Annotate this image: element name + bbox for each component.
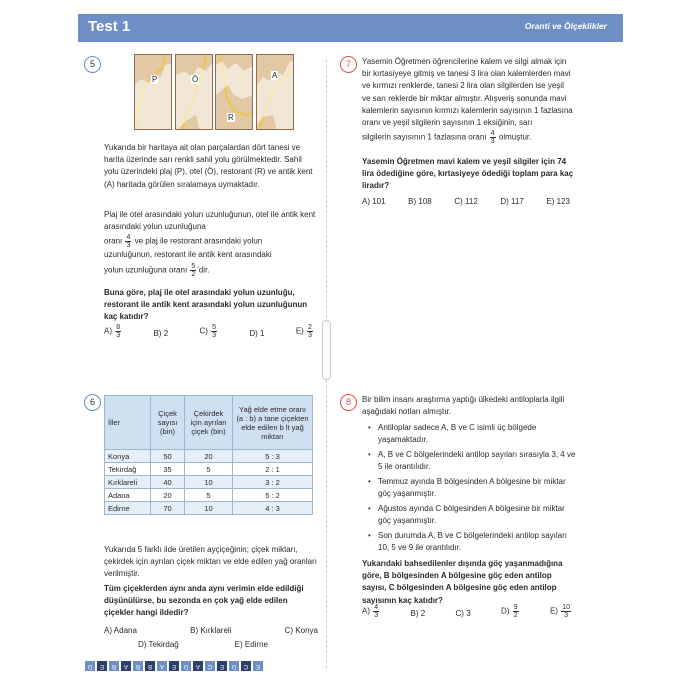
q8-options <box>362 604 572 624</box>
q8-bullet: • Ağustos ayında C bölgesinden A bölgesine bir miktar göç yaşanmıştır. <box>378 503 578 527</box>
q8-option-c[interactable]: C) 3 <box>455 609 471 618</box>
table-header: Çiçek sayısı (bin) <box>151 396 185 450</box>
q6-table <box>104 395 313 515</box>
map-label-p: P <box>152 75 158 84</box>
q5-options <box>104 324 314 344</box>
q8-paragraph: Bir bilim insanı araştırma yaptığı ülkedeki antiloplarla ilgili aşağıdaki notları almıştır. <box>362 395 565 417</box>
q6-option-e[interactable]: E) Edirne <box>234 640 268 649</box>
q5-option-c[interactable]: C) $\frac{5}{3}$ <box>199 324 217 339</box>
map-label-o: Ö <box>192 75 199 84</box>
q5-question: Buna göre, plaj ile otel arasındaki yolun uzunluğu, restorant ile antik kent arasındaki yolun uzunluğunun kaç katıdır? <box>104 288 308 322</box>
q5-paragraph-2 <box>104 209 318 278</box>
answer-key-cell: D <box>181 661 191 671</box>
map-piece-3 <box>215 54 253 130</box>
section-title: Oranti ve Ölçeklikler <box>524 21 607 31</box>
answer-key-cell: C <box>205 661 215 671</box>
q7-option-a[interactable]: A) 101 <box>362 197 386 206</box>
q5-p2-pre: oranı <box>104 237 123 247</box>
fraction-4-3: $\frac{4}{3}$ <box>126 234 131 250</box>
q7-paragraph-body: Yasemin Öğretmen öğrencilerine kalem ve silgi almak için bir kırtasiyeye gitmiş ve tanesi 3 lira olan kalemlerden mavi ve kırmızı renklerde, tanesi 2 lira olan silgilerden ise yeşil ve sarı reklerde bir miktar almıştır. Alışveriş sonunda mavi kalemlerin sayısının kırmızı kalemlerin sayısının 1 fazlasına oranı ve yeşil silgilerin sayısının 1 eksiğinin, sarı <box>362 57 573 128</box>
q5-p2d-pre: yolun uzunluğuna oranı <box>104 265 188 275</box>
q5-p2-post: ve plaj ile restorant arasındaki yolun <box>134 237 263 247</box>
map-piece-1 <box>134 54 172 130</box>
q7-paragraph <box>362 56 574 145</box>
map-piece-4 <box>256 54 294 130</box>
table-header: Çekirdek için ayrılan çiçek (bin) <box>185 396 233 450</box>
q5-paragraph-1: Yukarıda bir haritaya ait olan parçalardan dört tanesi ve harita üzerinde sarı renkli sahil yolu görülmektedir. Sahil yolu üzerindeki plaj (P), otel (Ö), restorant (R) ve antik kent (A) haritada görülen sıralamaya uymaktadır. <box>104 143 313 189</box>
q5-p2-line-a: Plaj ile otel arasındaki yolun uzunluğunun, otel ile antik kent arasındaki yolun uzunluğuna <box>104 210 316 232</box>
q8-bullet: • Son durumda A, B ve C bölgelerindeki antilop sayıları 10, 5 ve 9 ile orantılıdır. <box>378 530 578 554</box>
q7-option-e[interactable]: E) 123 <box>546 197 570 206</box>
q6-options-row-2 <box>138 640 268 649</box>
table-header-row <box>105 396 313 450</box>
q6-option-a[interactable]: A) Adana <box>104 626 137 635</box>
q5-p2-line-b <box>104 234 318 249</box>
page-tab <box>322 320 331 380</box>
q7-option-b[interactable]: B) 108 <box>408 197 432 206</box>
answer-key-cell: B <box>109 661 119 671</box>
q6-question: Tüm çiçeklerden aynı anda aynı verimin elde edildiği düşünülürse, bu sezonda en çok yağ elde edilen çiçekler hangi ildedir? <box>104 584 304 618</box>
q5-option-b[interactable]: B) 2 <box>153 329 169 338</box>
table-row: Kırklareli 40 10 3 : 2 <box>105 476 313 489</box>
map-piece-2 <box>175 54 213 130</box>
answer-key-cell: A <box>121 661 131 671</box>
q8-option-a[interactable]: A) $\frac{4}{3}$ <box>362 604 379 619</box>
q5-option-a[interactable]: A) $\frac{8}{3}$ <box>104 324 121 339</box>
q8-option-e[interactable]: E) $\frac{10}{3}$ <box>549 604 570 619</box>
q5-p2d-post: 'dir. <box>197 265 210 275</box>
q7-paragraph-end: silgilerin sayısının 1 fazlasına oranı $\frac{4}{3}$ olmuştur. <box>362 130 532 146</box>
map-label-r: R <box>228 113 234 122</box>
q8-option-b[interactable]: B) 2 <box>410 609 426 618</box>
answer-key-cell: B <box>145 661 155 671</box>
answer-key-cell: B <box>133 661 143 671</box>
answer-key-cell: C <box>241 661 251 671</box>
q6-option-c[interactable]: C) Konya <box>284 626 318 635</box>
table-row: Tekirdağ 35 5 2 : 1 <box>105 463 313 476</box>
answer-key-cell: E <box>217 661 227 671</box>
q8-option-d[interactable]: D) $\frac{9}{2}$ <box>501 604 518 619</box>
table-header: İller <box>105 396 151 450</box>
answer-key-cell: E <box>169 661 179 671</box>
q7-option-d[interactable]: D) 117 <box>500 197 524 206</box>
answer-key-cell: A <box>193 661 203 671</box>
q6-options-row-1 <box>104 626 318 635</box>
q6-paragraph: Yukarıda 5 farklı ilde üretilen ayçiçeğinin; çiçek miktarı, çekirdek için ayrılan çiçek miktarı ve elde edilen yağ oranları verilmiştir. <box>104 545 317 579</box>
answer-key-cell: D <box>229 661 239 671</box>
table-row: Konya 50 20 5 : 3 <box>105 450 313 463</box>
answer-key-strip <box>85 661 263 671</box>
question-6-number: 6 <box>84 394 101 411</box>
q8-bullet: • Antiloplar sadece A, B ve C isimli üç bölgede yaşamaktadır. <box>378 422 578 446</box>
fraction-4-3: $\frac{4}{3}$ <box>490 130 495 146</box>
test-title: Test 1 <box>88 18 131 35</box>
q7-options <box>362 197 570 206</box>
q8-question: Yukarıdaki bahsedilenler dışında göç yaşanmadığına göre, B bölgesinden A bölgesine göç eden antilop sayısı, C bölgesinden A bölgesine göç eden antilop sayısının kaç katıdır? <box>362 559 563 605</box>
q7-question: Yasemin Öğretmen mavi kalem ve yeşil silgiler için 74 lira ödediğine göre, kırtasiyeye ödediği toplam para kaç liradır? <box>362 157 574 191</box>
question-5-number: 5 <box>84 56 101 73</box>
q5-p2-line-d <box>104 263 318 278</box>
q8-bullet: • A, B ve C bölgelerindeki antilop sayıları sırasıyla 3, 4 ve 5 ile orantılıdır. <box>378 449 578 473</box>
table-row: Adana 20 5 5 : 2 <box>105 489 313 502</box>
answer-key-cell: E <box>97 661 107 671</box>
q6-option-b[interactable]: B) Kırklareli <box>190 626 232 635</box>
map-label-a: A <box>272 71 278 80</box>
answer-key-cell: E <box>253 661 263 671</box>
q5-option-e[interactable]: E) $\frac{2}{3}$ <box>295 324 312 339</box>
question-8-number: 8 <box>340 394 357 411</box>
table-header: Yağ elde etme oranı (a : b) a tane çiçekten elde edilen b lt yağ miktarı <box>233 396 313 450</box>
q6-option-d[interactable]: D) Tekirdağ <box>138 640 179 649</box>
question-7-number: 7 <box>340 56 357 73</box>
table-row: Edirne 70 10 4 : 3 <box>105 502 313 515</box>
answer-key-cell: A <box>157 661 167 671</box>
answer-key-cell: D <box>85 661 95 671</box>
q8-bullet: • Temmuz ayında B bölgesinden A bölgesine bir miktar göç yaşanmıştır. <box>378 476 578 500</box>
q5-p2-line-c: uzunluğunun, restorant ile antik kent arasındaki <box>104 250 272 260</box>
fraction-5-2: $\frac{5}{2}$ <box>191 262 196 278</box>
q7-option-c[interactable]: C) 112 <box>454 197 478 206</box>
q5-option-d[interactable]: D) 1 <box>249 329 265 338</box>
